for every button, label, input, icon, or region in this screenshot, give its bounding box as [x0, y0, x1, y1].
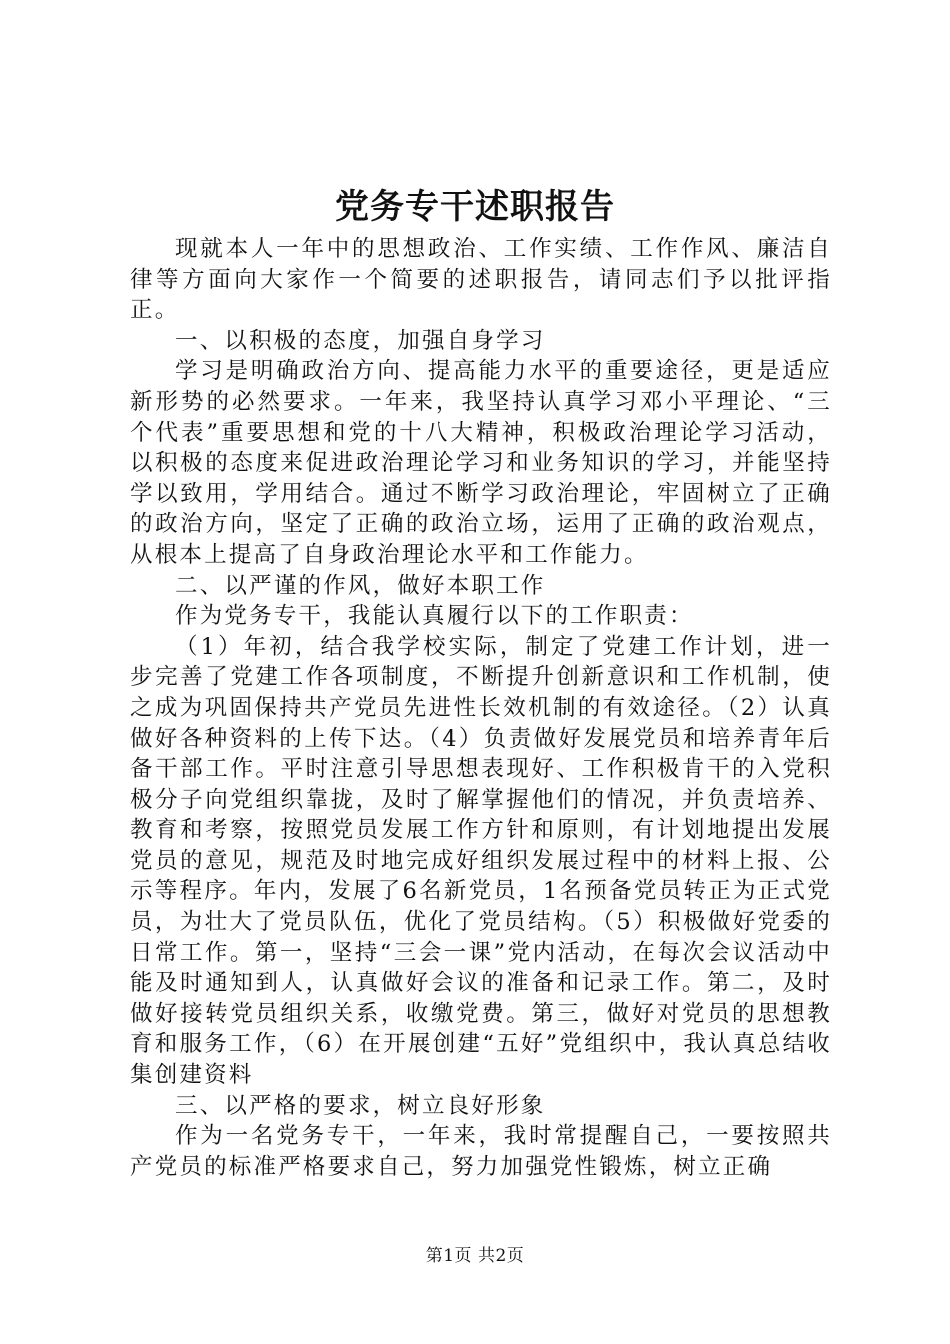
- document-title: 党务专干述职报告: [335, 187, 615, 227]
- section-heading-3: 三、以严格的要求，树立良好形象: [175, 1092, 546, 1119]
- section-2-intro: 作为党务专干，我能认真履行以下的工作职责：: [175, 603, 694, 630]
- intro-paragraph: 现就本人一年中的思想政治、工作实绩、工作作风、廉洁自律等方面向大家作一个简要的述职报告，请同志们予以批评指正。: [130, 236, 832, 324]
- section-heading-2: 二、以严谨的作风，做好本职工作: [175, 572, 546, 599]
- section-2-duties-paragraph: （1）年初，结合我学校实际，制定了党建工作计划，进一步完善了党建工作各项制度，不断提升创新意识和工作机制，使之成为巩固保持共产党员先进性长效机制的有效途径。（2）认真做好各种资料的上传下达。（4）负责做好发展党员和培养青年后备干部工作。平时注意引导思想表现好、工作积极肯干的入党积极分子向党组织靠拢，及时了解掌握他们的情况，并负责培养、教育和考察，按照党员发展工作方针和原则，有计划地提出发展党员的意见，规范及时地完成好组织发展过程中的材料上报、公示等程序。年内，发展了6名新党员，1名预备党员转正为正式党员，为壮大了党员队伍，优化了党员结构。（5）积极做好党委的日常工作。第一，坚持“三会一课”党内活动，在每次会议活动中能及时通知到人，认真做好会议的准备和记录工作。第二，及时做好接转党员组织关系，收缴党费。第三，做好对党员的思想教育和服务工作，（6）在开展创建“五好”党组织中，我认真总结收集创建资料: [130, 633, 832, 1089]
- document-body: [130, 234, 832, 1182]
- section-3-paragraph: 作为一名党务专干，一年来，我时常提醒自己，一要按照共产党员的标准严格要求自己，努力加强党性锻炼，树立正确: [130, 1123, 832, 1180]
- section-1-paragraph: 学习是明确政治方向、提高能力水平的重要途径，更是适应新形势的必然要求。一年来，我坚持认真学习邓小平理论、“三个代表”重要思想和党的十八大精神，积极政治理论学习活动，以积极的态度来促进政治理论学习和业务知识的学习，并能坚持学以致用，学用结合。通过不断学习政治理论，牢固树立了正确的政治方向，坚定了正确的政治立场，运用了正确的政治观点，从根本上提高了自身政治理论水平和工作能力。: [130, 358, 832, 568]
- page-number-footer: 第1页 共2页: [425, 1246, 525, 1266]
- section-heading-1: 一、以积极的态度，加强自身学习: [175, 327, 546, 354]
